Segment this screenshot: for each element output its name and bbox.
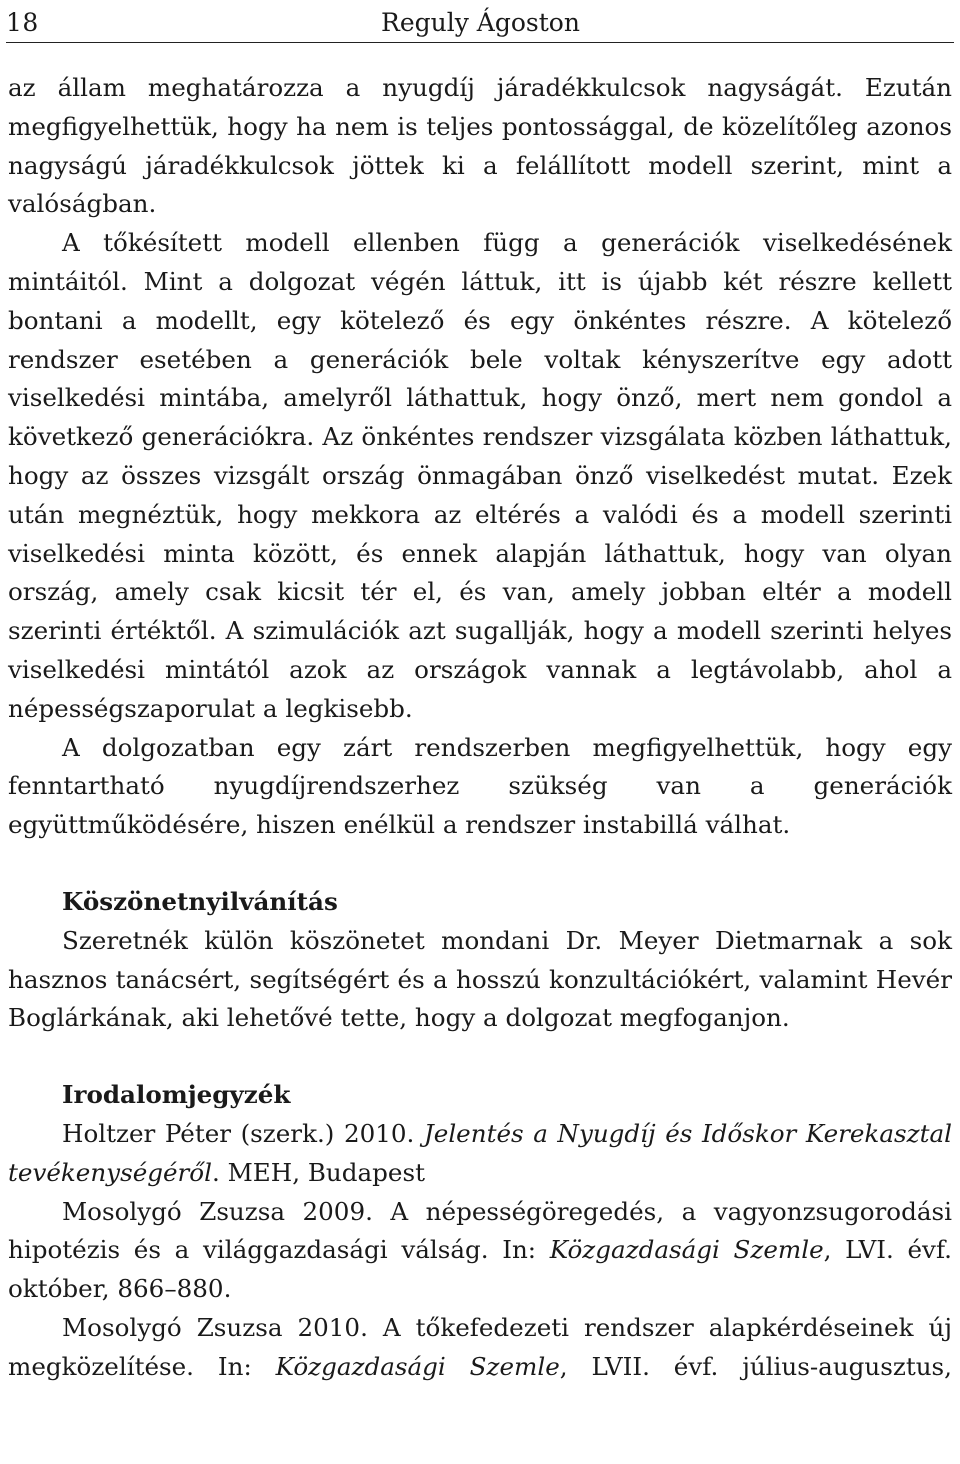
references-heading: Irodalomjegyzék [62,1080,291,1110]
reference-entry [8,1193,952,1309]
reference-text: , LVI. évf. október, 866–880. [8,1235,952,1304]
page-number: 18 [6,8,39,37]
reference-entry [8,1309,952,1387]
running-head-author: Reguly Ágoston [381,8,580,37]
reference-entry [8,1115,952,1193]
reference-text: Mosolygó Zsuzsa 2009. A népességöregedés, a vagyonzsugorodási hipotézis és a világgazdasági válság. In: [8,1196,952,1265]
reference-text: . MEH, Budapest [211,1157,425,1187]
paragraph-1: az állam meghatározza a nyugdíj járadékkulcsok nagyságát. Ezután megfigyelhettük, hogy ha nem is teljes pontossággal, de közelítőleg azonos nagyságú járadékkulcsok jöttek ki a felállított modell szerint, mint a valóságban. [8,73,952,219]
reference-title-italic: Jelentés a Nyugdíj és Időskor Kerekasztal tevékenységéről [8,1118,952,1187]
reference-text: Holtzer Péter (szerk.) 2010. [62,1118,424,1148]
running-header [6,2,954,43]
spacer [8,845,952,883]
acknowledgement-heading: Köszönetnyilvánítás [62,886,338,916]
paragraph-2: A tőkésített modell ellenben függ a generációk viselkedésének mintáitól. Mint a dolgozat végén láttuk, itt is újabb két részre kellett bontani a modellt, egy kötelező és egy önkéntes részre. A kötelező rendszer esetében a generációk bele voltak kényszerítve egy adott viselkedési mintába, amelyről láthattuk, hogy önző, mert nem gondol a következő generációkra. Az önkéntes rendszer vizsgálata közben láthattuk, hogy az összes vizsgált ország önmagában önző viselkedést mutat. Ezek után megnéztük, hogy mekkora az eltérés a valódi és a modell szerinti viselkedési minta között, és ennek alapján láthattuk, hogy van olyan ország, amely csak kicsit tér el, és van, amely jobban eltér a modell szerinti értéktől. A szimulációk azt sugallják, hogy a modell szerinti helyes viselkedési mintától azok az országok vannak a legtávolabb, ahol a népességszaporulat a legkisebb. [8,228,952,723]
reference-journal-italic: Közgazdasági Szemle [275,1351,560,1381]
acknowledgement-text: Szeretnék külön köszönetet mondani Dr. Meyer Dietmarnak a sok hasznos tanácsért, segítségért és a hosszú konzultációkért, valamint Hevér Boglárkának, aki lehetővé tette, hogy a dolgozat megfoganjon. [8,925,952,1033]
spacer [8,1038,952,1076]
reference-text: , LVII. évf. július-augusztus, [559,1351,952,1381]
reference-text: Mosolygó Zsuzsa 2010. A tőkefedezeti rendszer alapkérdéseinek új megközelítése. In: [8,1312,952,1381]
paragraph-3: A dolgozatban egy zárt rendszerben megfigyelhettük, hogy egy fenntartható nyugdíjrendszerhez szükség van a generációk együttműködésére, hiszen enélkül a rendszer instabillá válhat. [8,732,952,840]
reference-journal-italic: Közgazdasági Szemle [549,1235,824,1265]
body-text [8,69,952,1387]
